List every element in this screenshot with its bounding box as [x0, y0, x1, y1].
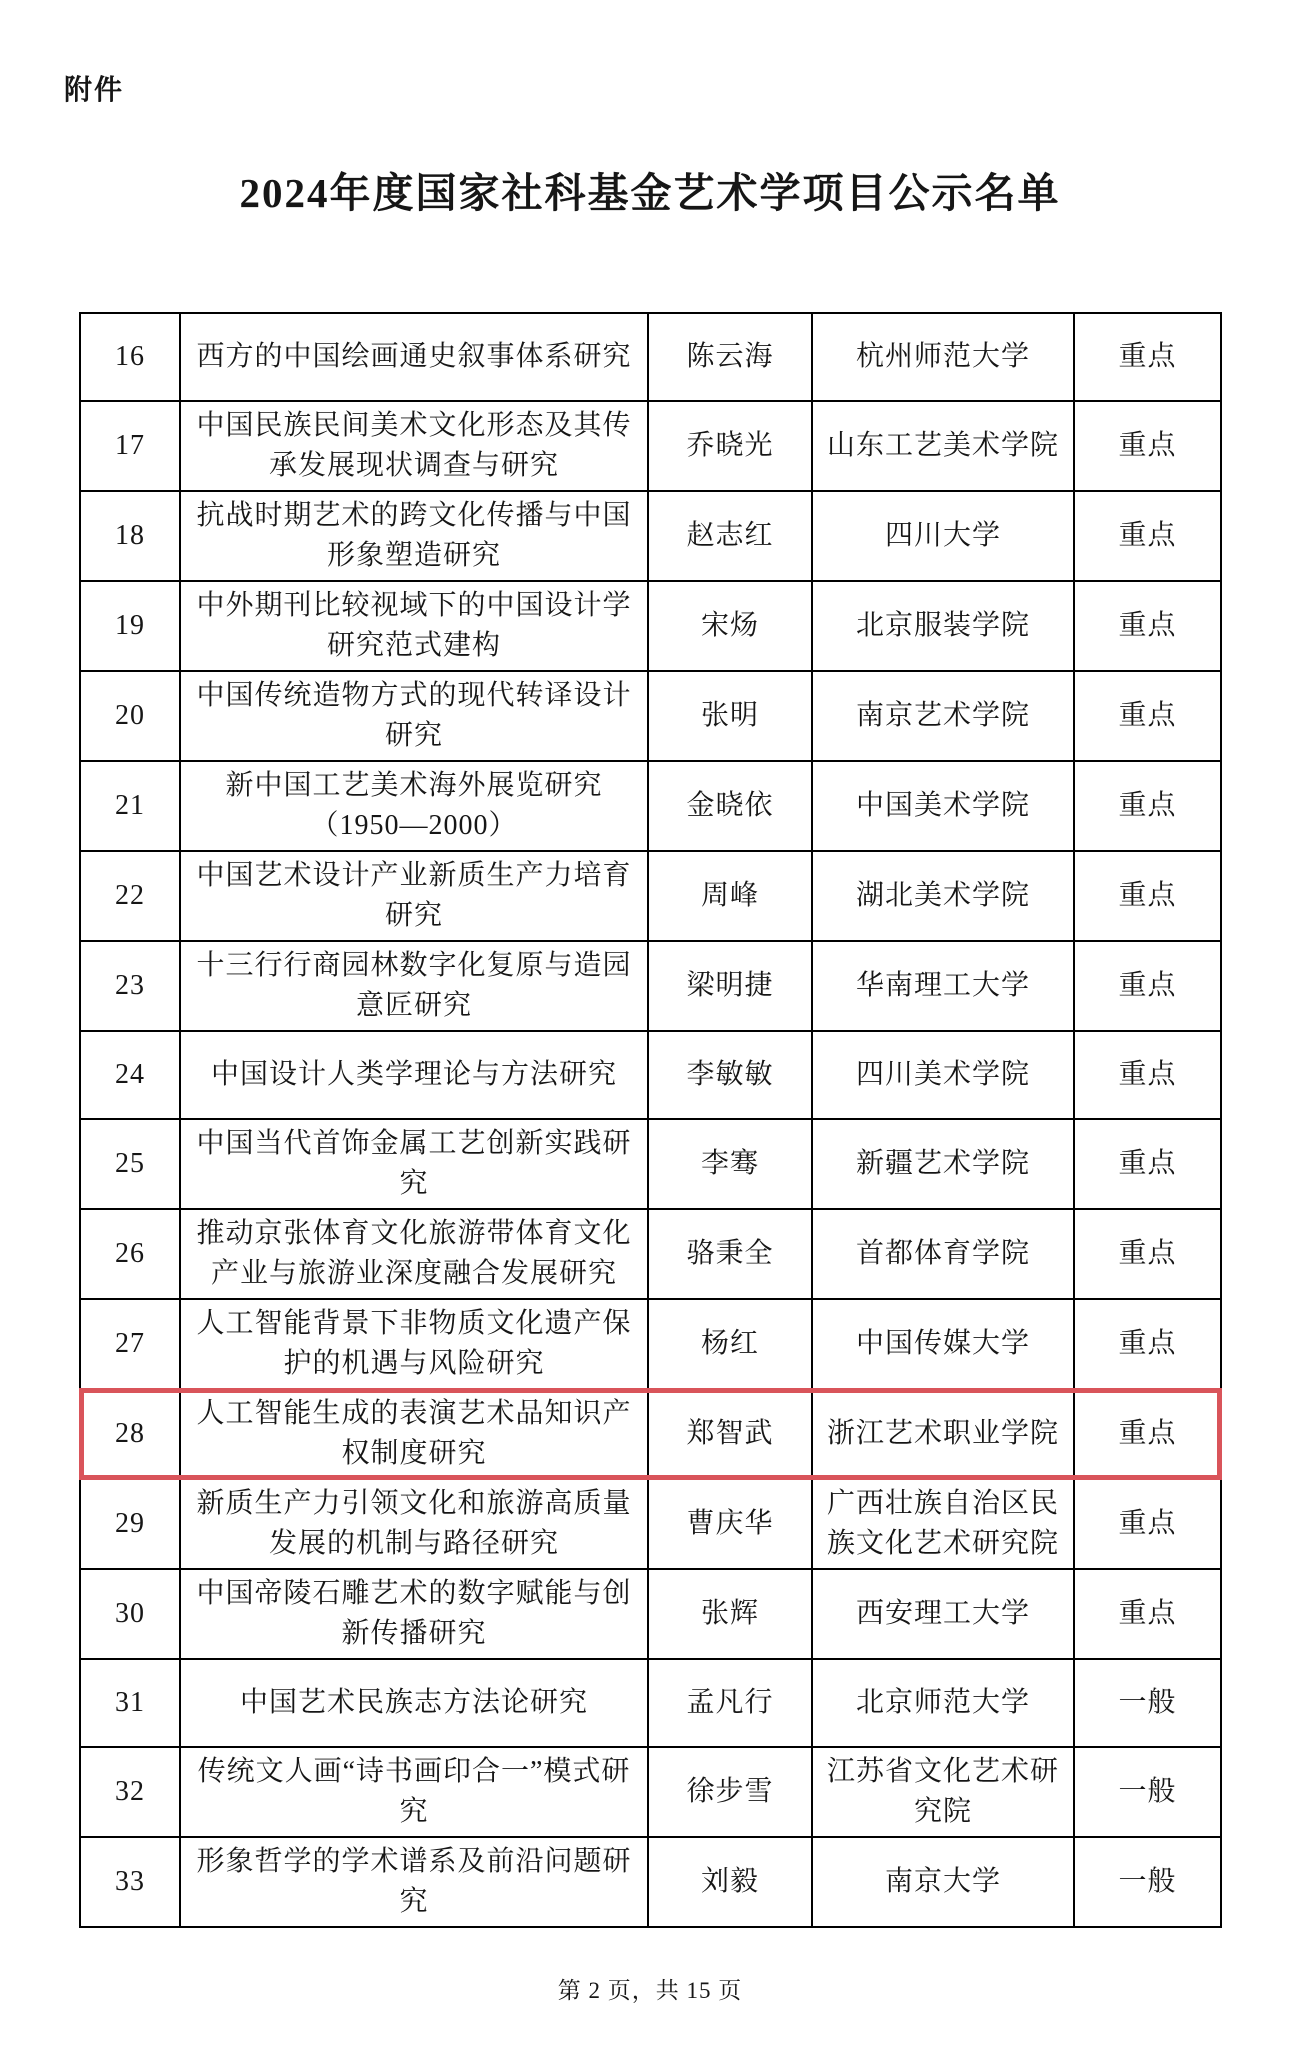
- cell-project-title: 传统文人画“诗书画印合一”模式研究: [180, 1747, 648, 1837]
- cell-category-badge: 重点: [1074, 1479, 1221, 1569]
- cell-leader-name: 孟凡行: [648, 1659, 812, 1747]
- cell-institution: 广西壮族自治区民族文化艺术研究院: [812, 1479, 1074, 1569]
- table-row: [80, 1569, 1221, 1659]
- cell-leader-name: 李敏敏: [648, 1031, 812, 1119]
- cell-category-badge: 重点: [1074, 1119, 1221, 1209]
- cell-institution: 中国美术学院: [812, 761, 1074, 851]
- cell-leader-name: 张辉: [648, 1569, 812, 1659]
- cell-leader-name: 杨红: [648, 1299, 812, 1389]
- cell-project-title: 中国民族民间美术文化形态及其传承发展现状调查与研究: [180, 401, 648, 491]
- table-row: [80, 1389, 1221, 1479]
- table-row: [80, 1659, 1221, 1747]
- table-row: [80, 1209, 1221, 1299]
- cell-institution: 四川大学: [812, 491, 1074, 581]
- cell-project-number: 29: [80, 1479, 180, 1569]
- cell-project-number: 32: [80, 1747, 180, 1837]
- cell-project-title: 中国艺术设计产业新质生产力培育研究: [180, 851, 648, 941]
- cell-institution: 杭州师范大学: [812, 313, 1074, 401]
- cell-institution: 江苏省文化艺术研究院: [812, 1747, 1074, 1837]
- attachment-label: 附件: [64, 74, 125, 105]
- cell-leader-name: 徐步雪: [648, 1747, 812, 1837]
- projects-table: [79, 312, 1222, 1928]
- cell-category-badge: 重点: [1074, 941, 1221, 1031]
- projects-table-body: [80, 313, 1221, 1927]
- cell-institution: 北京服装学院: [812, 581, 1074, 671]
- cell-institution: 华南理工大学: [812, 941, 1074, 1031]
- cell-category-badge: 一般: [1074, 1659, 1221, 1747]
- cell-project-title: 推动京张体育文化旅游带体育文化产业与旅游业深度融合发展研究: [180, 1209, 648, 1299]
- cell-project-title: 中国当代首饰金属工艺创新实践研究: [180, 1119, 648, 1209]
- cell-project-number: 18: [80, 491, 180, 581]
- table-row: [80, 941, 1221, 1031]
- cell-leader-name: 周峰: [648, 851, 812, 941]
- cell-project-number: 23: [80, 941, 180, 1031]
- cell-institution: 新疆艺术学院: [812, 1119, 1074, 1209]
- cell-category-badge: 重点: [1074, 581, 1221, 671]
- table-row: [80, 761, 1221, 851]
- table-row: [80, 1119, 1221, 1209]
- cell-project-title: 人工智能生成的表演艺术品知识产权制度研究: [180, 1389, 648, 1479]
- page-footer: 第 2 页，共 15 页: [557, 1978, 743, 2003]
- cell-category-badge: 重点: [1074, 491, 1221, 581]
- cell-leader-name: 郑智武: [648, 1389, 812, 1479]
- table-row: [80, 1747, 1221, 1837]
- cell-category-badge: 一般: [1074, 1837, 1221, 1927]
- cell-project-title: 人工智能背景下非物质文化遗产保护的机遇与风险研究: [180, 1299, 648, 1389]
- cell-project-number: 19: [80, 581, 180, 671]
- cell-leader-name: 李骞: [648, 1119, 812, 1209]
- cell-leader-name: 张明: [648, 671, 812, 761]
- cell-project-number: 21: [80, 761, 180, 851]
- cell-project-title: 新中国工艺美术海外展览研究（1950—2000）: [180, 761, 648, 851]
- cell-project-number: 28: [80, 1389, 180, 1479]
- table-row: [80, 401, 1221, 491]
- table-row: [80, 1299, 1221, 1389]
- cell-leader-name: 刘毅: [648, 1837, 812, 1927]
- cell-category-badge: 重点: [1074, 671, 1221, 761]
- cell-project-title: 中国设计人类学理论与方法研究: [180, 1031, 648, 1119]
- cell-leader-name: 梁明捷: [648, 941, 812, 1031]
- cell-category-badge: 重点: [1074, 1299, 1221, 1389]
- cell-leader-name: 金晓依: [648, 761, 812, 851]
- cell-institution: 西安理工大学: [812, 1569, 1074, 1659]
- cell-institution: 南京艺术学院: [812, 671, 1074, 761]
- cell-project-number: 31: [80, 1659, 180, 1747]
- cell-institution: 南京大学: [812, 1837, 1074, 1927]
- cell-category-badge: 重点: [1074, 1031, 1221, 1119]
- table-row: [80, 671, 1221, 761]
- cell-institution: 首都体育学院: [812, 1209, 1074, 1299]
- cell-project-title: 中国艺术民族志方法论研究: [180, 1659, 648, 1747]
- cell-category-badge: 重点: [1074, 1569, 1221, 1659]
- cell-project-number: 25: [80, 1119, 180, 1209]
- cell-project-number: 20: [80, 671, 180, 761]
- cell-project-number: 33: [80, 1837, 180, 1927]
- cell-project-title: 形象哲学的学术谱系及前沿问题研究: [180, 1837, 648, 1927]
- cell-project-number: 27: [80, 1299, 180, 1389]
- cell-institution: 山东工艺美术学院: [812, 401, 1074, 491]
- cell-project-title: 西方的中国绘画通史叙事体系研究: [180, 313, 648, 401]
- cell-project-number: 24: [80, 1031, 180, 1119]
- cell-institution: 中国传媒大学: [812, 1299, 1074, 1389]
- cell-project-title: 中国帝陵石雕艺术的数字赋能与创新传播研究: [180, 1569, 648, 1659]
- table-row: [80, 1837, 1221, 1927]
- cell-project-title: 十三行行商园林数字化复原与造园意匠研究: [180, 941, 648, 1031]
- cell-project-number: 22: [80, 851, 180, 941]
- cell-project-title: 中国传统造物方式的现代转译设计研究: [180, 671, 648, 761]
- table-row: [80, 313, 1221, 401]
- cell-leader-name: 陈云海: [648, 313, 812, 401]
- cell-project-number: 17: [80, 401, 180, 491]
- table-row: [80, 581, 1221, 671]
- cell-institution: 四川美术学院: [812, 1031, 1074, 1119]
- cell-category-badge: 一般: [1074, 1747, 1221, 1837]
- page-title: 2024年度国家社科基金艺术学项目公示名单: [239, 170, 1061, 216]
- cell-category-badge: 重点: [1074, 761, 1221, 851]
- cell-category-badge: 重点: [1074, 1389, 1221, 1479]
- cell-leader-name: 宋炀: [648, 581, 812, 671]
- cell-project-title: 抗战时期艺术的跨文化传播与中国形象塑造研究: [180, 491, 648, 581]
- cell-category-badge: 重点: [1074, 313, 1221, 401]
- cell-category-badge: 重点: [1074, 851, 1221, 941]
- cell-project-number: 30: [80, 1569, 180, 1659]
- cell-project-title: 中外期刊比较视域下的中国设计学研究范式建构: [180, 581, 648, 671]
- cell-project-number: 16: [80, 313, 180, 401]
- cell-leader-name: 乔晓光: [648, 401, 812, 491]
- cell-institution: 北京师范大学: [812, 1659, 1074, 1747]
- cell-institution: 湖北美术学院: [812, 851, 1074, 941]
- cell-project-title: 新质生产力引领文化和旅游高质量发展的机制与路径研究: [180, 1479, 648, 1569]
- cell-category-badge: 重点: [1074, 1209, 1221, 1299]
- cell-leader-name: 曹庆华: [648, 1479, 812, 1569]
- cell-leader-name: 赵志红: [648, 491, 812, 581]
- table-row: [80, 1479, 1221, 1569]
- table-row: [80, 1031, 1221, 1119]
- cell-institution: 浙江艺术职业学院: [812, 1389, 1074, 1479]
- cell-category-badge: 重点: [1074, 401, 1221, 491]
- cell-leader-name: 骆秉全: [648, 1209, 812, 1299]
- cell-project-number: 26: [80, 1209, 180, 1299]
- table-row: [80, 491, 1221, 581]
- table-row: [80, 851, 1221, 941]
